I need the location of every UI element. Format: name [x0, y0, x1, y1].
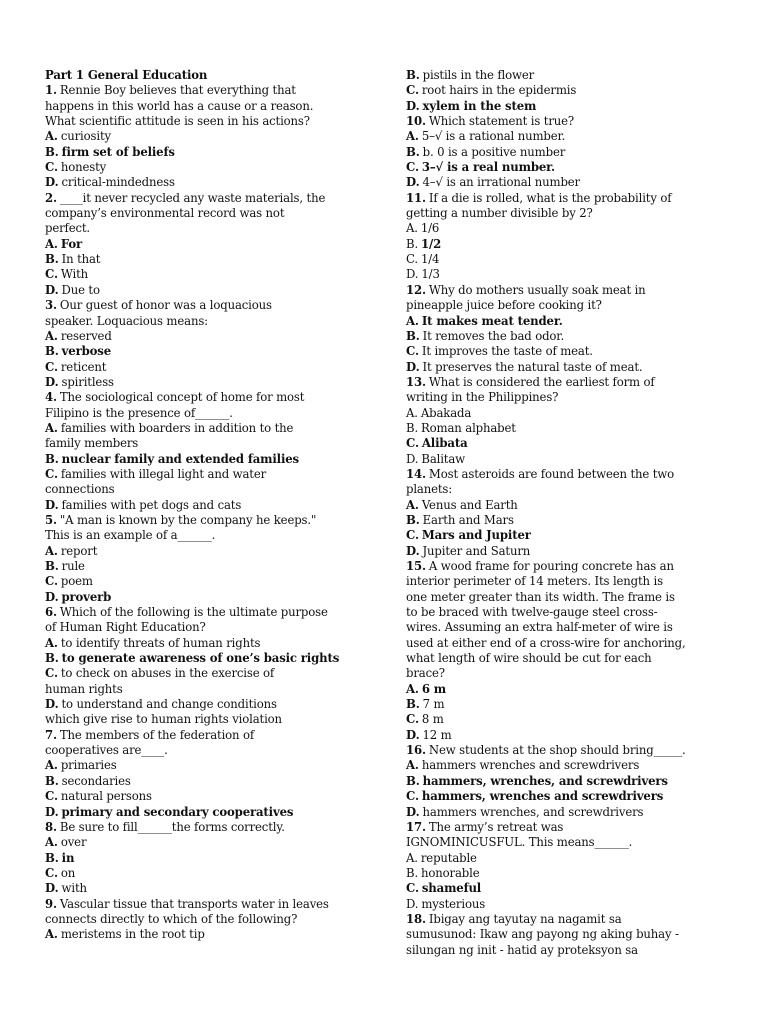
text-line: one meter greater than its width. The frame is — [406, 589, 675, 604]
answer-option — [406, 805, 751, 820]
question-number: 11. — [406, 190, 426, 205]
option-text: families with boarders in addition to the — [60, 420, 294, 435]
option-letter: D. — [406, 727, 420, 742]
question-number: 16. — [406, 743, 426, 758]
answer-option — [406, 267, 751, 282]
text-line: speaker. Loquacious means: — [45, 313, 208, 328]
left-column — [45, 68, 390, 943]
answer-option — [45, 544, 390, 559]
answer-option — [406, 83, 751, 98]
question-number: 17. — [406, 819, 426, 834]
option-letter: B. — [45, 451, 59, 466]
option-letter: D. — [406, 359, 420, 374]
option-text: families with illegal light and water — [60, 466, 267, 481]
text-line: getting a number divisible by 2? — [406, 206, 593, 221]
option-letter: C. — [406, 160, 419, 175]
option-text: families with pet dogs and cats — [61, 497, 242, 512]
option-letter: C. — [45, 267, 58, 282]
answer-option — [406, 329, 751, 344]
question-text: "A man is known by the company he keeps." — [59, 512, 317, 527]
answer-option — [406, 881, 751, 896]
option-text: Jupiter and Saturn — [422, 543, 531, 558]
option-text-answer: 3–√ is a real number. — [421, 160, 555, 175]
question-line — [406, 820, 751, 835]
answer-option — [406, 129, 751, 144]
answer-option — [406, 897, 751, 912]
option-letter: C. — [45, 574, 58, 589]
option-text: honorable — [421, 865, 480, 880]
question-line — [45, 83, 390, 98]
text-line: happens in this world has a cause or a reason. — [45, 98, 314, 113]
option-letter: D. — [45, 881, 59, 896]
answer-option — [406, 758, 751, 773]
option-text: hammers wrenches, and screwdrivers — [422, 804, 644, 819]
answer-option — [45, 559, 390, 574]
question-number: 18. — [406, 911, 426, 926]
text-line: brace? — [406, 666, 445, 681]
option-text: over — [60, 835, 87, 850]
option-letter: A. — [406, 758, 419, 773]
question-number: 2. — [45, 190, 57, 205]
answer-option — [45, 758, 390, 773]
option-text: 1/6 — [420, 221, 440, 236]
answer-option — [406, 99, 751, 114]
answer-option — [45, 590, 390, 605]
question-text: The army’s retreat was — [428, 819, 564, 834]
question-text: Why do mothers usually soak meat in — [428, 282, 646, 297]
question-number: 9. — [45, 896, 57, 911]
answer-option — [406, 498, 751, 513]
option-text-answer: 1/2 — [421, 236, 442, 251]
option-letter: B. — [45, 773, 59, 788]
option-letter: A. — [406, 497, 419, 512]
option-letter: B. — [406, 68, 420, 82]
question-line — [45, 728, 390, 743]
answer-option — [406, 712, 751, 727]
answer-option — [45, 129, 390, 144]
question-line — [45, 513, 390, 528]
option-letter: B. — [45, 144, 59, 159]
text-line: family members — [45, 436, 139, 451]
answer-option — [45, 252, 390, 267]
text-line: connections — [45, 482, 115, 497]
answer-option — [45, 805, 390, 820]
option-letter: A. — [406, 681, 419, 696]
answer-option — [45, 329, 390, 344]
option-text: 8 m — [421, 712, 444, 727]
option-text: Venus and Earth — [421, 497, 518, 512]
option-text: Earth and Mars — [422, 512, 514, 527]
text-line: used at either end of a cross-wire for anchoring, — [406, 635, 686, 650]
option-text-answer: proverb — [61, 589, 112, 604]
question-line — [45, 390, 390, 405]
answer-option — [45, 636, 390, 651]
answer-option — [406, 866, 751, 881]
question-text: Vascular tissue that transports water in leaves — [59, 896, 329, 911]
option-letter: D. — [406, 896, 419, 911]
answer-option — [45, 421, 390, 436]
option-text: reserved — [60, 328, 112, 343]
option-text: b. 0 is a positive number — [422, 144, 566, 159]
option-letter: D. — [406, 267, 419, 282]
answer-option — [406, 728, 751, 743]
text-line: planets: — [406, 482, 453, 497]
answer-option — [45, 697, 390, 712]
option-text-answer: hammers, wrenches and screwdrivers — [421, 789, 664, 804]
question-line — [45, 191, 390, 206]
answer-option — [406, 221, 751, 236]
answer-option — [406, 513, 751, 528]
option-letter: D. — [45, 282, 59, 297]
option-text: primaries — [60, 758, 117, 773]
option-text: critical-mindedness — [61, 175, 175, 190]
option-text: mysterious — [421, 896, 486, 911]
question-line — [406, 559, 751, 574]
text-line: pineapple juice before cooking it? — [406, 298, 602, 313]
option-letter: A. — [45, 927, 58, 942]
answer-option — [406, 160, 751, 175]
option-letter: A. — [406, 129, 419, 144]
option-text-answer: xylem in the stem — [422, 98, 537, 113]
option-text: 12 m — [422, 727, 452, 742]
option-text: curiosity — [60, 129, 111, 144]
option-text: It improves the taste of meat. — [421, 344, 593, 359]
option-text: 5–√ is a rational number. — [421, 129, 566, 144]
option-text: to check on abuses in the exercise of — [60, 666, 275, 681]
option-letter: C. — [45, 865, 58, 880]
answer-option — [45, 835, 390, 850]
question-text: If a die is rolled, what is the probability of — [428, 190, 672, 205]
text-line: IGNOMINICUSFUL. This means______. — [406, 835, 633, 850]
question-line — [406, 191, 751, 206]
option-text-answer: in — [61, 850, 75, 865]
question-number: 15. — [406, 559, 426, 573]
answer-option — [406, 314, 751, 329]
option-text: pistils in the flower — [422, 68, 535, 82]
answer-option — [45, 267, 390, 282]
answer-option — [406, 145, 751, 160]
question-number: 7. — [45, 727, 57, 742]
question-line — [406, 283, 751, 298]
option-text: to understand and change conditions — [61, 697, 277, 712]
question-text: Rennie Boy believes that everything that — [59, 83, 296, 98]
option-letter: B. — [406, 328, 420, 343]
option-letter: C. — [45, 359, 58, 374]
answer-option — [406, 697, 751, 712]
option-letter: A. — [45, 635, 58, 650]
option-text-answer: nuclear family and extended families — [61, 451, 299, 466]
answer-option — [406, 406, 751, 421]
text-line: what length of wire should be cut for each — [406, 651, 652, 666]
option-letter: B. — [45, 344, 59, 359]
option-letter: D. — [406, 175, 420, 190]
option-text-answer: 6 m — [421, 681, 446, 696]
question-number: 6. — [45, 605, 57, 620]
document-title: Part 1 General Education — [45, 68, 208, 82]
option-text: It removes the bad odor. — [422, 328, 565, 343]
text-line: wires. Assuming an extra half-meter of wire is — [406, 620, 673, 635]
option-text: secondaries — [61, 773, 131, 788]
text-line: connects directly to which of the following? — [45, 911, 298, 926]
option-text-answer: It makes meat tender. — [421, 313, 563, 328]
option-text: Balitaw — [421, 451, 466, 466]
text-line: interior perimeter of 14 meters. Its length is — [406, 574, 663, 589]
option-text-answer: Alibata — [421, 436, 468, 451]
option-letter: B. — [406, 144, 420, 159]
option-letter: A. — [45, 328, 58, 343]
option-letter: D. — [406, 804, 420, 819]
answer-option — [45, 651, 390, 666]
question-text: A wood frame for pouring concrete has an — [428, 559, 674, 573]
question-number: 14. — [406, 466, 426, 481]
option-text-answer: Mars and Jupiter — [421, 528, 531, 543]
option-text: report — [60, 543, 98, 558]
question-text: Which of the following is the ultimate purpose — [59, 605, 328, 620]
answer-option — [406, 360, 751, 375]
option-text: Abakada — [420, 405, 472, 420]
answer-option — [45, 774, 390, 789]
option-letter: C. — [406, 83, 419, 98]
answer-option — [45, 344, 390, 359]
answer-option — [45, 283, 390, 298]
answer-option — [45, 360, 390, 375]
option-text: 1/4 — [420, 252, 440, 267]
question-text: Be sure to fill______the forms correctly. — [59, 819, 285, 834]
option-letter: A. — [45, 236, 58, 251]
answer-option — [45, 498, 390, 513]
option-text: rule — [61, 559, 85, 573]
question-line — [406, 912, 751, 927]
option-letter: B. — [406, 512, 420, 527]
answer-option — [406, 789, 751, 804]
answer-option — [45, 237, 390, 252]
answer-option — [406, 344, 751, 359]
text-line: of Human Right Education? — [45, 620, 206, 635]
question-text: Most asteroids are found between the two — [428, 466, 675, 481]
option-letter: D. — [45, 589, 59, 604]
question-number: 5. — [45, 512, 57, 527]
option-text: honesty — [60, 160, 107, 175]
option-letter: C. — [406, 252, 418, 267]
question-text: The sociological concept of home for most — [59, 390, 305, 405]
option-letter: C. — [45, 666, 58, 681]
question-line — [45, 820, 390, 835]
option-text: reticent — [60, 359, 107, 374]
text-line: Filipino is the presence of______. — [45, 405, 233, 420]
option-letter: B. — [45, 559, 59, 573]
option-text-answer: hammers, wrenches, and screwdrivers — [422, 773, 668, 788]
answer-option — [45, 881, 390, 896]
answer-option — [406, 68, 751, 83]
question-text: Our guest of honor was a loquacious — [59, 298, 272, 313]
answer-option — [406, 175, 751, 190]
option-text-answer: to generate awareness of one’s basic rights — [61, 651, 340, 666]
option-text: 7 m — [422, 697, 445, 712]
answer-option — [45, 452, 390, 467]
question-line — [45, 605, 390, 620]
option-letter: C. — [406, 881, 419, 896]
option-text: Roman alphabet — [421, 420, 516, 435]
question-number: 4. — [45, 390, 57, 405]
option-letter: C. — [406, 344, 419, 359]
answer-option — [406, 436, 751, 451]
answer-option — [45, 160, 390, 175]
option-text: root hairs in the epidermis — [421, 83, 577, 98]
option-letter: A. — [45, 129, 58, 144]
option-letter: C. — [406, 789, 419, 804]
question-line — [406, 743, 751, 758]
option-letter: C. — [45, 466, 58, 481]
text-line: silungan ng init - hatid ay proteksyon sa — [406, 942, 638, 957]
option-letter: C. — [45, 789, 58, 804]
text-line: company’s environmental record was not — [45, 206, 285, 221]
answer-option — [406, 544, 751, 559]
option-letter: C. — [406, 528, 419, 543]
option-letter: D. — [45, 804, 59, 819]
answer-option — [406, 237, 751, 252]
answer-option — [45, 927, 390, 942]
answer-option — [45, 145, 390, 160]
option-letter: A. — [45, 835, 58, 850]
question-line — [45, 897, 390, 912]
option-letter: D. — [45, 497, 59, 512]
option-letter: C. — [406, 436, 419, 451]
question-number: 13. — [406, 374, 426, 389]
question-text: Ibigay ang tayutay na nagamit sa — [428, 911, 622, 926]
text-line: What scientific attitude is seen in his actions? — [45, 114, 310, 129]
option-text: hammers wrenches and screwdrivers — [421, 758, 640, 773]
question-text: The members of the federation of — [59, 727, 255, 742]
text-line: sumusunod: Ikaw ang payong ng aking buhay - — [406, 927, 679, 942]
text-line: cooperatives are____. — [45, 743, 168, 758]
option-letter: D. — [45, 175, 59, 190]
option-letter: C. — [406, 712, 419, 727]
option-text: poem — [60, 574, 93, 589]
question-line — [45, 298, 390, 313]
answer-option — [45, 789, 390, 804]
option-letter: B. — [406, 865, 419, 880]
answer-option — [45, 666, 390, 681]
option-text: 4–√ is an irrational number — [422, 175, 580, 190]
text-line: This is an example of a______. — [45, 528, 216, 543]
question-text: Which statement is true? — [428, 114, 575, 129]
option-text: natural persons — [60, 789, 152, 804]
answer-option — [406, 528, 751, 543]
option-text: reputable — [420, 850, 477, 865]
option-text-answer: For — [60, 236, 83, 251]
option-letter: B. — [406, 697, 420, 712]
answer-option — [406, 682, 751, 697]
option-text-answer: verbose — [61, 344, 111, 359]
option-letter: B. — [406, 236, 419, 251]
option-letter: A. — [406, 221, 418, 236]
question-number: 8. — [45, 819, 57, 834]
option-letter: D. — [406, 543, 420, 558]
option-letter: B. — [406, 420, 419, 435]
option-text-answer: shameful — [421, 881, 482, 896]
option-text-answer: primary and secondary cooperatives — [61, 804, 294, 819]
text-line: writing in the Philippines? — [406, 390, 559, 405]
option-text: spiritless — [61, 374, 114, 389]
answer-option — [45, 851, 390, 866]
option-text: to identify threats of human rights — [60, 635, 261, 650]
option-text: Due to — [61, 282, 100, 297]
option-text: on — [60, 865, 76, 880]
answer-option — [45, 175, 390, 190]
option-letter: A. — [45, 543, 58, 558]
option-letter: B. — [45, 252, 59, 267]
answer-option — [45, 574, 390, 589]
question-line — [406, 467, 751, 482]
question-number: 10. — [406, 114, 426, 129]
option-letter: A. — [45, 420, 58, 435]
option-letter: D. — [406, 98, 420, 113]
text-line: which give rise to human rights violation — [45, 712, 282, 727]
question-line — [406, 375, 751, 390]
option-letter: A. — [406, 850, 418, 865]
question-text: What is considered the earliest form of — [428, 374, 655, 389]
question-number: 12. — [406, 282, 426, 297]
answer-option — [406, 421, 751, 436]
option-letter: C. — [45, 160, 58, 175]
right-column — [406, 68, 751, 958]
question-text: ____it never recycled any waste materials, the — [59, 190, 326, 205]
option-letter: A. — [406, 313, 419, 328]
option-text: In that — [61, 252, 101, 267]
text-line: to be braced with twelve-gauge steel cross- — [406, 605, 658, 620]
option-letter: A. — [406, 405, 418, 420]
text-line: human rights — [45, 681, 123, 696]
answer-option — [406, 452, 751, 467]
option-letter: D. — [45, 374, 59, 389]
option-text-answer: firm set of beliefs — [61, 144, 175, 159]
answer-option — [406, 252, 751, 267]
option-text: It preserves the natural taste of meat. — [422, 359, 643, 374]
question-number: 1. — [45, 83, 57, 98]
option-letter: D. — [406, 451, 419, 466]
option-text: with — [61, 881, 87, 896]
question-text: New students at the shop should bring_____. — [428, 743, 686, 758]
answer-option — [406, 774, 751, 789]
option-letter: D. — [45, 697, 59, 712]
answer-option — [406, 851, 751, 866]
question-number: 3. — [45, 298, 57, 313]
option-text: With — [60, 267, 89, 282]
question-line — [406, 114, 751, 129]
option-letter: B. — [406, 773, 420, 788]
option-letter: A. — [45, 758, 58, 773]
answer-option — [45, 375, 390, 390]
option-letter: B. — [45, 651, 59, 666]
answer-option — [45, 467, 390, 482]
option-text: 1/3 — [421, 267, 440, 282]
answer-option — [45, 866, 390, 881]
text-line: perfect. — [45, 221, 90, 236]
option-text: meristems in the root tip — [60, 927, 205, 942]
option-letter: B. — [45, 850, 59, 865]
